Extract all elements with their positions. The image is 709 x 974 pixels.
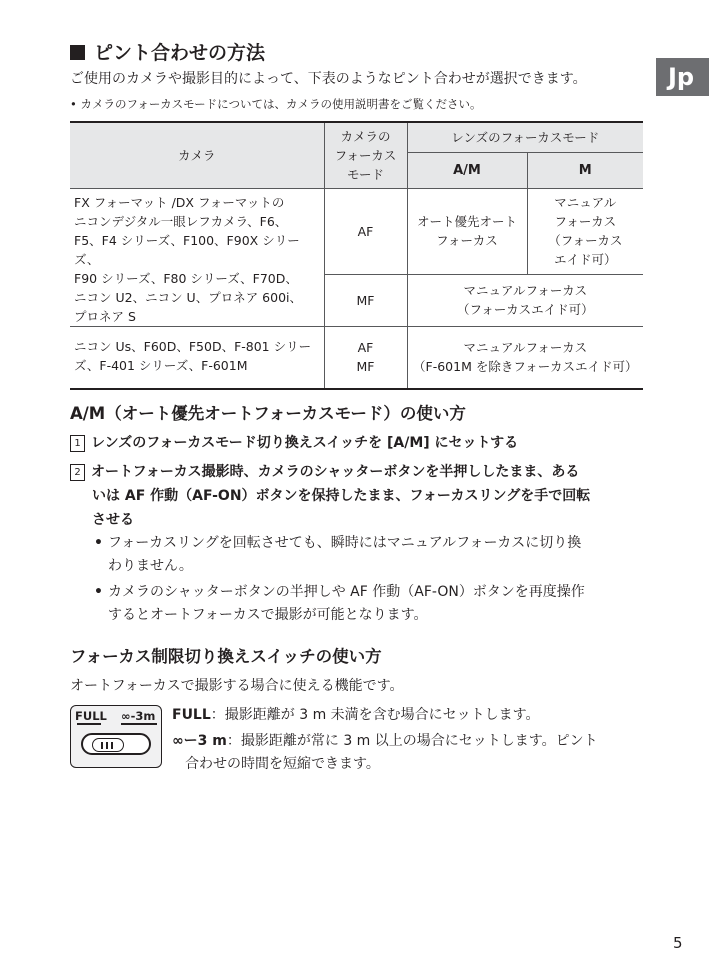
header-lens-focus-mode: レンズのフォーカスモード bbox=[407, 122, 643, 152]
label-underline bbox=[121, 723, 157, 725]
cell-line: プロネア S bbox=[74, 308, 136, 324]
cell-line: マニュアルフォーカス bbox=[463, 340, 588, 356]
step-text: いは AF 作動（AF-ON）ボタンを保持したまま、フォーカスリングを手で回転 bbox=[92, 488, 591, 504]
cell-line: マニュアルフォーカス bbox=[463, 283, 588, 299]
intro-text: ご使用のカメラや撮影目的によって、下表のようなピント合わせが選択できます。 bbox=[70, 71, 587, 87]
cell-line: ニコン U2、ニコン U、プロネア 600i、 bbox=[74, 289, 303, 305]
step-1 bbox=[70, 432, 518, 452]
section-title-limit-switch: フォーカス制限切り換えスイッチの使い方 bbox=[70, 647, 382, 666]
desc-text: 合わせの時間を短縮できます。 bbox=[185, 756, 380, 772]
cell-line: F90 シリーズ、F80 シリーズ、F70D、 bbox=[74, 270, 298, 286]
header-camera: カメラ bbox=[70, 122, 324, 188]
header-line: モード bbox=[346, 166, 384, 182]
limit-description bbox=[172, 730, 598, 776]
switch-label-full: FULL bbox=[75, 709, 107, 723]
language-tab: Jp bbox=[656, 58, 709, 96]
cell-line: ニコンデジタル一眼レフカメラ、F6、 bbox=[74, 213, 288, 229]
bullet-dot-icon: • bbox=[94, 584, 103, 600]
cell-line: AF bbox=[357, 340, 374, 356]
cell-line: オート優先オート bbox=[416, 214, 517, 230]
row1-camera-list bbox=[70, 188, 324, 326]
switch-track bbox=[81, 733, 151, 755]
focus-limit-switch-illustration bbox=[70, 705, 162, 768]
step-text: させる bbox=[92, 512, 134, 528]
desc-text: ：撮影距離が常に 3 m 以上の場合にセットします。ピント bbox=[226, 733, 598, 749]
switch-label-limit: ∞-3m bbox=[121, 709, 156, 723]
step-2 bbox=[70, 460, 590, 532]
row1b-lens-mode bbox=[407, 275, 643, 326]
term-limit: ∞ー3 m bbox=[172, 733, 227, 749]
row1b-camera-mode: MF bbox=[324, 275, 407, 326]
cell-line: FX フォーマット /DX フォーマットの bbox=[74, 194, 285, 210]
bullet-dot-icon: • bbox=[94, 535, 103, 551]
cell-line: エイド可） bbox=[554, 252, 617, 268]
bullet-text: カメラのシャッターボタンの半押しや AF 作動（AF-ON）ボタンを再度操作 bbox=[108, 584, 585, 600]
cell-line: （フォーカスエイド可） bbox=[456, 302, 594, 318]
switch-knob-icon bbox=[92, 738, 124, 752]
cell-line: MF bbox=[356, 359, 375, 375]
bullet-1 bbox=[94, 532, 582, 578]
limit-switch-intro: オートフォーカスで撮影する場合に使える機能です。 bbox=[70, 678, 404, 694]
row2-camera-list bbox=[70, 326, 324, 389]
cell-line: マニュアル bbox=[554, 195, 617, 211]
row2-lens-mode bbox=[407, 326, 643, 389]
bullet-text: フォーカスリングを回転させても、瞬時にはマニュアルフォーカスに切り換 bbox=[108, 535, 582, 551]
label-underline bbox=[77, 723, 101, 725]
header-line: フォーカス bbox=[334, 147, 397, 163]
page-number: 5 bbox=[673, 934, 683, 952]
row1a-camera-mode: AF bbox=[324, 188, 407, 275]
step-text: オートフォーカス撮影時、カメラのシャッターボタンを半押ししたまま、ある bbox=[91, 464, 580, 480]
cell-line: （F-601M を除きフォーカスエイド可） bbox=[413, 359, 638, 375]
row2-camera-mode bbox=[324, 326, 407, 389]
cell-line: F5、F4 シリーズ、F100、F90X シリーズ、 bbox=[74, 232, 300, 267]
row1a-m bbox=[527, 188, 643, 275]
bullet-2 bbox=[94, 581, 585, 627]
cell-line: ズ、F-401 シリーズ、F-601M bbox=[74, 357, 248, 373]
step-text: レンズのフォーカスモード切り換えスイッチを [A/M] にセットする bbox=[91, 435, 519, 451]
cell-line: フォーカス bbox=[436, 233, 498, 249]
header-am: A/M bbox=[407, 152, 527, 188]
step-number-icon: 2 bbox=[70, 464, 85, 481]
section-title-text: ピント合わせの方法 bbox=[94, 42, 266, 64]
header-line: カメラの bbox=[340, 128, 391, 144]
header-camera-focus-mode bbox=[324, 122, 407, 188]
section-title-focus-methods bbox=[70, 38, 265, 65]
section-title-am-usage: A/M（オート優先オートフォーカスモード）の使い方 bbox=[70, 404, 466, 423]
bullet-text: するとオートフォーカスで撮影が可能となります。 bbox=[108, 607, 428, 623]
header-m: M bbox=[527, 152, 643, 188]
note-text: • カメラのフォーカスモードについては、カメラの使用説明書をご覧ください。 bbox=[70, 97, 482, 111]
bullet-text: わりません。 bbox=[108, 558, 193, 574]
term-full: FULL bbox=[172, 707, 211, 723]
full-description bbox=[172, 704, 540, 727]
row1a-am bbox=[407, 188, 527, 275]
cell-line: フォーカス bbox=[554, 214, 617, 230]
cell-line: （フォーカス bbox=[548, 233, 623, 249]
focus-mode-table bbox=[70, 121, 643, 390]
desc-text: ：撮影距離が 3 m 未満を含む場合にセットします。 bbox=[210, 707, 540, 723]
step-number-icon: 1 bbox=[70, 435, 85, 452]
cell-line: ニコン Us、F60D、F50D、F-801 シリー bbox=[74, 338, 312, 354]
square-bullet-icon bbox=[70, 45, 85, 60]
